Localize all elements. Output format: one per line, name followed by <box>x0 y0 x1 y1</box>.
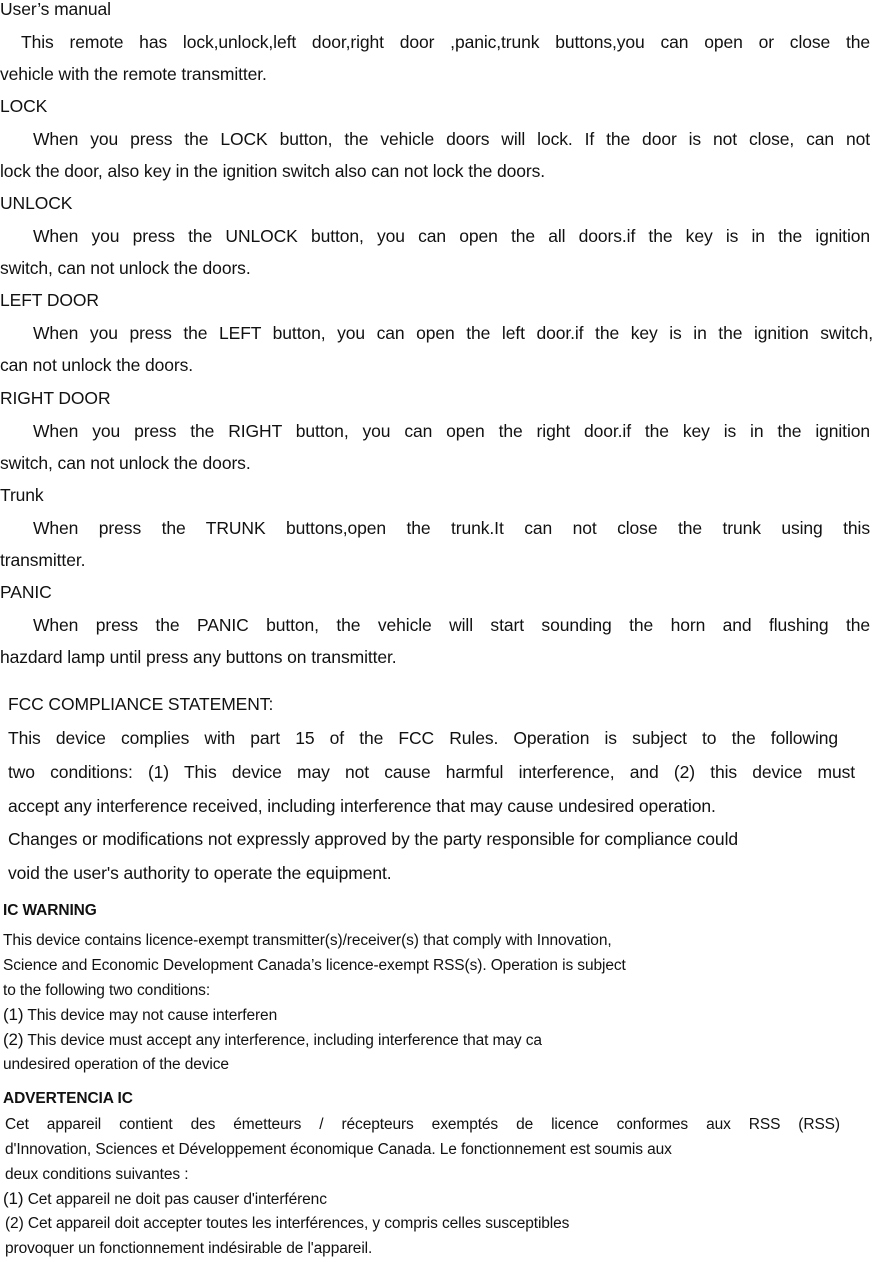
ic-heading: IC WARNING <box>3 902 97 919</box>
fcc-line-5: void the user's authority to operate the equipment. <box>8 863 392 883</box>
fcc-line-4: Changes or modifications not expressly approved by the party responsible for compliance could <box>8 829 738 849</box>
advertencia-condition-1-text: Cet appareil ne doit pas causer d'interférenc <box>23 1191 327 1208</box>
advertencia-line-2: d'Innovation, Sciences et Développement économique Canada. Le fonctionnement est soumis aux <box>5 1141 672 1158</box>
advertencia-condition-2 <box>5 1214 569 1234</box>
section-right-door-line-1: When you press the RIGHT button, you can open the right door.if the key is in the ignition <box>33 421 870 441</box>
advertencia-condition-2-text: Cet appareil doit accepter toutes les interférences, y compris celles susceptibles <box>23 1215 570 1232</box>
section-heading-panic: PANIC <box>0 582 52 602</box>
section-heading-trunk: Trunk <box>0 485 44 505</box>
section-panic-line-1: When press the PANIC button, the vehicle will start sounding the horn and flushing the <box>33 615 870 635</box>
section-left-door-line-1: When you press the LEFT button, you can open the left door.if the key is in the ignition switch, <box>33 323 873 343</box>
ic-condition-2-text: This device must accept any interference, including interference that may ca <box>23 1032 542 1049</box>
section-unlock-line-2: switch, can not unlock the doors. <box>0 258 251 278</box>
section-heading-right-door: RIGHT DOOR <box>0 388 111 408</box>
section-left-door-line-2: can not unlock the doors. <box>0 355 194 375</box>
section-panic-line-2: hazdard lamp until press any buttons on transmitter. <box>0 647 397 667</box>
ic-line-3: to the following two conditions: <box>3 982 211 999</box>
section-heading-unlock: UNLOCK <box>0 193 73 213</box>
ic-tail: undesired operation of the device <box>3 1056 229 1073</box>
section-heading-left-door: LEFT DOOR <box>0 290 99 310</box>
ic-line-2: Science and Economic Development Canada’s licence-exempt RSS(s). Operation is subject <box>3 957 626 974</box>
advertencia-line-3: deux conditions suivantes : <box>5 1166 189 1183</box>
advertencia-tail: provoquer un fonctionnement indésirable de l'appareil. <box>5 1240 373 1257</box>
section-right-door-line-2: switch, can not unlock the doors. <box>0 453 251 473</box>
ic-condition-1-number: (1) <box>3 1005 24 1024</box>
section-lock-line-1: When you press the LOCK button, the vehicle doors will lock. If the door is not close, can not <box>33 129 870 149</box>
manual-intro-line-2: vehicle with the remote transmitter. <box>0 64 267 84</box>
section-unlock-line-1: When you press the UNLOCK button, you can open the all doors.if the key is in the ignition <box>33 226 870 246</box>
ic-condition-2-number: (2) <box>3 1030 24 1049</box>
advertencia-condition-1-number: (1) <box>3 1189 24 1208</box>
advertencia-condition-1 <box>3 1189 327 1210</box>
section-heading-lock: LOCK <box>0 96 48 116</box>
fcc-line-2: two conditions: (1) This device may not cause harmful interference, and (2) this device must <box>8 762 855 782</box>
ic-condition-1 <box>3 1005 277 1026</box>
section-trunk-line-2: transmitter. <box>0 550 86 570</box>
ic-line-1: This device contains licence-exempt transmitter(s)/receiver(s) that comply with Innovation, <box>3 932 612 949</box>
ic-condition-2 <box>3 1030 542 1051</box>
fcc-line-1: This device complies with part 15 of the FCC Rules. Operation is subject to the following <box>8 728 838 748</box>
manual-title: User’s manual <box>0 0 111 19</box>
ic-condition-1-text: This device may not cause interferen <box>23 1007 278 1024</box>
advertencia-line-1: Cet appareil contient des émetteurs / récepteurs exemptés de licence conformes aux RSS (RSS) <box>5 1116 840 1133</box>
advertencia-heading: ADVERTENCIA IC <box>3 1090 133 1107</box>
fcc-line-3: accept any interference received, including interference that may cause undesired operation. <box>8 796 716 816</box>
manual-intro-line-1: This remote has lock,unlock,left door,right door ,panic,trunk buttons,you can open or close the <box>21 32 870 52</box>
section-lock-line-2: lock the door, also key in the ignition switch also can not lock the doors. <box>0 161 546 181</box>
advertencia-condition-2-number: (2) <box>5 1215 24 1232</box>
fcc-heading: FCC COMPLIANCE STATEMENT: <box>8 694 274 714</box>
section-trunk-line-1: When press the TRUNK buttons,open the trunk.It can not close the trunk using this <box>33 518 870 538</box>
